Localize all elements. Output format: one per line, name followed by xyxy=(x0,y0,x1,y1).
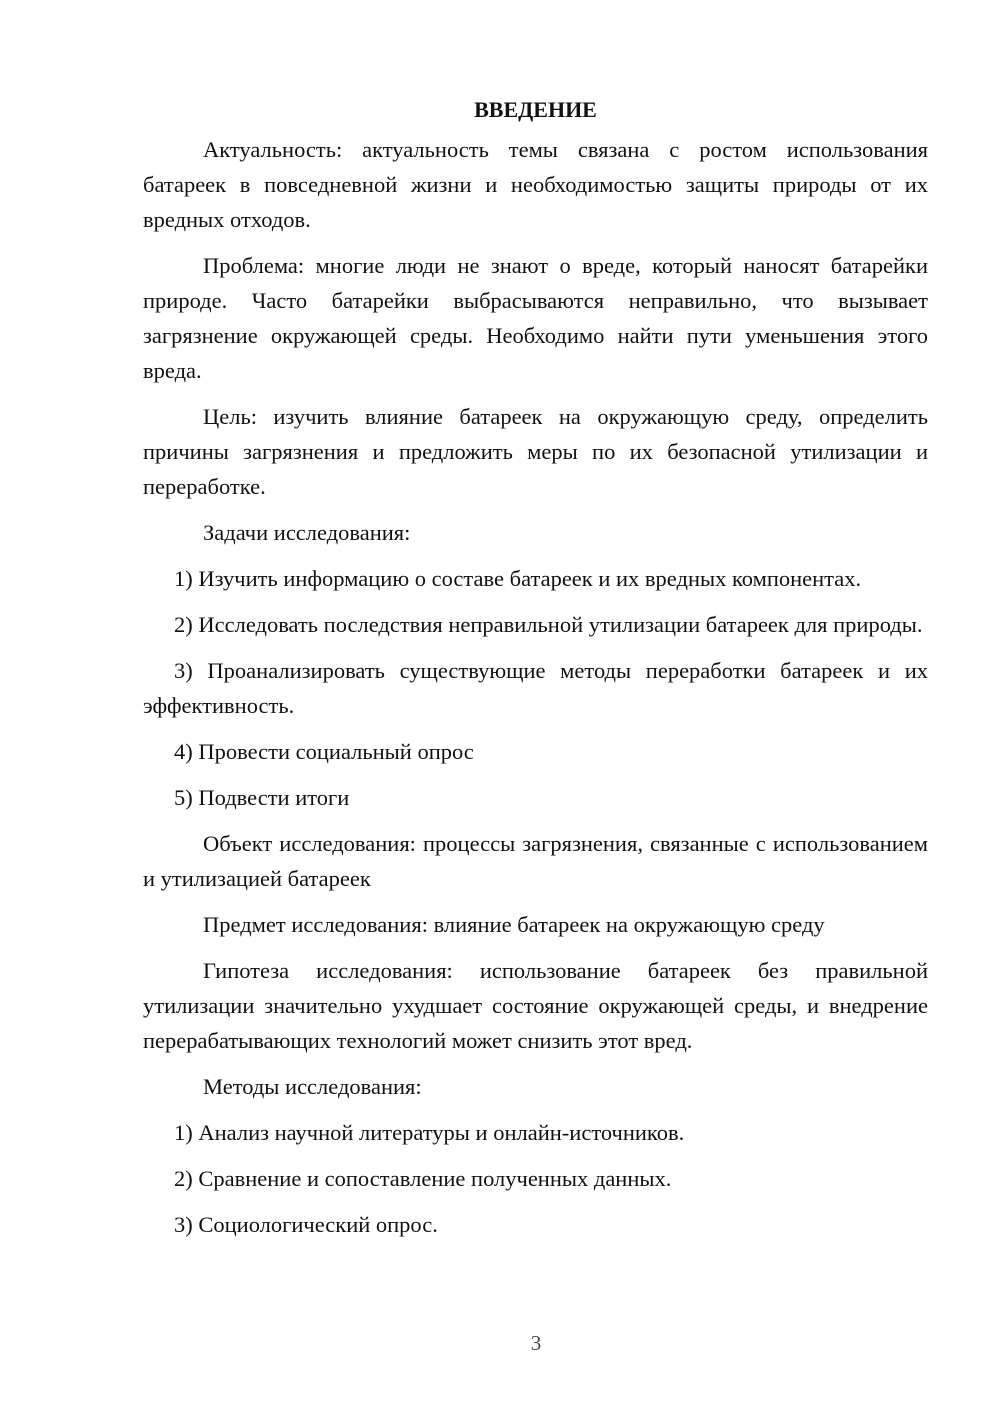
paragraph-object: Объект исследования: процессы загрязнения, связанные с использованием и утилизацией батареек xyxy=(143,831,928,891)
task-item-2: 2) Исследовать последствия неправильной утилизации батареек для природы. xyxy=(174,612,923,637)
task-item-3: 3) Проанализировать существующие методы переработки батареек и их эффективность. xyxy=(143,658,928,718)
page-number: 3 xyxy=(530,1331,542,1355)
paragraph-relevance: Актуальность: актуальность темы связана с ростом использования батареек в повседневной жизни и необходимостью защиты природы от их вредных отходов. xyxy=(143,137,928,232)
method-item-2: 2) Сравнение и сопоставление полученных данных. xyxy=(174,1166,672,1191)
paragraph-subject: Предмет исследования: влияние батареек на окружающую среду xyxy=(203,912,825,937)
paragraph-problem: Проблема: многие люди не знают о вреде, который наносят батарейки природе. Часто батарейки выбрасываются неправильно, что вызывает загрязнение окружающей среды. Необходимо найти пути уменьшения этого вреда. xyxy=(143,253,928,383)
task-item-4: 4) Провести социальный опрос xyxy=(174,739,474,764)
methods-heading: Методы исследования: xyxy=(203,1074,422,1099)
document-page xyxy=(143,92,928,1253)
paragraph-hypothesis: Гипотеза исследования: использование батареек без правильной утилизации значительно ухудшает состояние окружающей среды, и внедрение перерабатывающих технологий может снизить этот вред. xyxy=(143,958,928,1053)
method-item-3: 3) Социологический опрос. xyxy=(174,1212,438,1237)
task-item-5: 5) Подвести итоги xyxy=(174,785,350,810)
page-title: ВВЕДЕНИЕ xyxy=(474,97,597,122)
task-item-1: 1) Изучить информацию о составе батареек и их вредных компонентах. xyxy=(174,566,862,591)
method-item-1: 1) Анализ научной литературы и онлайн-источников. xyxy=(174,1120,685,1145)
tasks-heading: Задачи исследования: xyxy=(203,520,411,545)
paragraph-goal: Цель: изучить влияние батареек на окружающую среду, определить причины загрязнения и предложить меры по их безопасной утилизации и переработке. xyxy=(143,404,928,499)
